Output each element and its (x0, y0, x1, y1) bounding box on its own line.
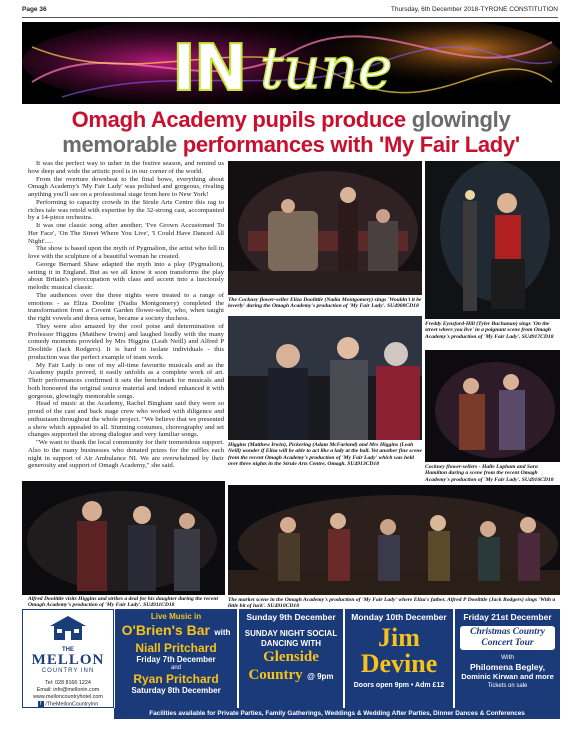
obriens-with: with (214, 628, 231, 637)
obriens-and: and (170, 665, 181, 671)
headline-part: glowingly (411, 107, 511, 132)
article-paragraph: The audiences over the three nights were treated to a range of emotions - as Eliza Doolitte (Nadia Montgomery) completed the transformation from a Covent Garden flower-seller, who, when taught the right vowels and dress sense, became a society duchess. (28, 291, 224, 322)
obriens-date2: Saturday 8th December (131, 686, 221, 695)
sunday-line1: SUNDAY NIGHT SOCIAL (244, 629, 338, 638)
photo-market-scene (228, 485, 560, 595)
sunday-date: Sunday 9th December (246, 612, 336, 622)
obriens-date1: Friday 7th December (136, 655, 216, 664)
friday-date: Friday 21st December (463, 612, 552, 622)
headline (22, 107, 560, 157)
article-paragraph: "We want to thank the local community for their tremendous support. Also to the many businesses who donated prizes for the raffles each night in support of Air Ambulance NI. We are overwhelmed by their generosity and support of Omagh Academy," she said. (28, 439, 224, 470)
monday-act2: Devine (360, 649, 438, 678)
mellon-logo-panel (22, 609, 114, 708)
caption-doolittle: Alfred Doolittle visits Higgins and strikes a deal for his daughter during the recent Omagh Academy's production of 'My Fair Lady'. SU4911CD18 (28, 596, 219, 609)
photo-higgins (228, 316, 422, 440)
monday-date: Monday 10th December (351, 612, 447, 622)
photo-flower-seller (228, 161, 422, 295)
monday-act1: Jim (378, 623, 420, 652)
mellon-email[interactable]: Email: info@mellonin.com (36, 687, 100, 693)
article-paragraph: They were also amazed by the cool poise and determination of Professor Higgins (Matthew Irwin) and laughed loudly with the many comedy moments provided by Mrs Higgins (Leah Neill) and Alfred P Doolittle (Jack Rodgers). It is hard to isolate individuals - this production was the perfect example of team work. (28, 322, 224, 361)
sunday-panel (239, 609, 343, 708)
caption-flower-seller: The Cockney flower-seller Eliza Doolittle (Nadia Montgomery) sings 'Wouldn't it be loverly' during the Omagh Academy's production of 'My Fair Lady'. SU4908CD18 (228, 297, 422, 310)
sunday-time: @ 9pm (307, 672, 334, 681)
friday-title2: Concert Tour (481, 638, 534, 648)
article-body (28, 160, 224, 470)
mellon-facebook[interactable] (23, 701, 113, 708)
article-paragraph: George Bernard Shaw adapted the myth into a play (Pygmalion), setting it in England. But as we all know it soon transforms the play about Britain's preoccupation with class and accent into a lusciously melodic musical classic. (28, 260, 224, 291)
ad-footer: Facilities available for Private Parties, Family Gatherings, Weddings & Wedding After Parties, Dinner Dances & Conferences (114, 708, 560, 719)
friday-panel (455, 609, 560, 708)
friday-artist2: Dominic Kirwan and more (461, 672, 554, 681)
mellon-the: THE (62, 647, 74, 653)
intune-masthead (22, 22, 560, 104)
mellon-advert (22, 609, 560, 719)
sunday-act1: Glenside (263, 649, 319, 665)
photo-freddy (425, 161, 560, 319)
obriens-venue: O'Brien's Bar (121, 622, 210, 638)
article-paragraph: Performing to capacity crowds in the Strule Arts Centre this rag to riches tale was retold with expertise by the 32-strong cast, accompanied by a 14-piece orchestra. (28, 198, 224, 222)
caption-freddy: Freddy Eynsford-Hill (Tyler Buchanan) sings 'On the street where you live' in a poignant scene from Omagh Academy's production of 'My Fair Lady'. SU4917CD18 (425, 321, 554, 340)
headline-part: memorable (62, 132, 177, 157)
photo-cockney-sellers (425, 350, 560, 462)
svg-text:IN: IN (172, 32, 246, 104)
dateline: Thursday, 6th December 2018-TYRONE CONSTITUTION (390, 6, 558, 13)
article-paragraph: It was the perfect way to usher in the festive season, and remind us how deep and wide the artistic pool is in our corner of the world. (28, 160, 224, 175)
obriens-live: Live Music in (150, 612, 202, 621)
friday-artist1: Philomena Begley, (470, 662, 545, 672)
mellon-tel: Tel: 028 8166 1224 (45, 680, 91, 686)
friday-tickets: Tickets on sale (487, 683, 528, 689)
mellon-name: MELLON (31, 652, 105, 668)
article-paragraph: It was one classic song after another; 'I've Grown Accustomed To Her Face', 'On The Street Where You Live', 'I Could Have Danced All Night'..... (28, 222, 224, 245)
photo-doolittle (22, 481, 225, 595)
headline-part: performances with 'My Fair Lady' (182, 132, 520, 157)
svg-text:tune: tune (260, 34, 393, 102)
mellon-facebook-text: /TheMellonCountryInn (45, 701, 99, 708)
caption-cockney-sellers: Cockney flower-sellers - Halle Lapham and Sara Hamilton during a scene from the recent Omagh Academy's production of 'My Fair Lady'. SU4916CD18 (425, 464, 554, 483)
article-paragraph: Head of music at the Academy, Rachel Bingham said they were so proud of the cast and back stage crew who worked with diligence and enthusiasm throughout the whole project. "We believe that we presented a show which appealed to all. Stunning costumes, choreography and set changes supported the strong dialogue and very familiar songs. (28, 400, 224, 439)
mellon-web[interactable]: www.melloncountryhotel.com (33, 694, 103, 700)
friday-with: With (501, 654, 514, 661)
page-number: Page 36 (22, 6, 47, 13)
obriens-act1: Niall Pritchard (135, 641, 217, 655)
caption-higgins: Higgins (Matthew Irwin), Pickering (Adam McFarland) and Mrs Higgins (Leah Neill) wonder if Eliza will be able to act like a lady at the ball. Yet another fine scene from the recent Omagh Academy's production of 'My Fair Lady' which was held over three nights in the Strule Arts Centre, Omagh. SU4913CD18 (228, 442, 422, 468)
article-paragraph: From the overture downbeat to the final bows, everything about Omagh Academy's 'My Fair Lady' was polished and gorgeous, rivaling anything you'll see on a professional stage from here to New York! (28, 175, 224, 198)
caption-market-scene: The market scene in the Omagh Academy's production of 'My Fair Lady' where Eliza's father, Alfred P Doolittle (Jack Rodgers) sings 'With a little bit of luck'. SU4910CD18 (228, 597, 556, 610)
obriens-act2: Ryan Pritchard (133, 672, 219, 686)
obriens-panel (115, 609, 237, 708)
headline-part: Omagh Academy pupils produce (71, 107, 406, 132)
inn-building-icon (48, 614, 88, 642)
article-paragraph: The show is based upon the myth of Pygmalion, the artist who fell in love with the sculpture of a beautiful woman he created. (28, 245, 224, 260)
friday-title1: Christmas Country (470, 627, 545, 637)
page-header (22, 6, 558, 18)
masthead-art-icon (22, 22, 560, 104)
monday-panel (345, 609, 453, 708)
article-paragraph: My Fair Lady is one of my all-time favourite musicals and as the Academy pupils proved, it easily unfolds as a complete work of art. Their performances confirmed it sets the benchmark for musicals and both honoured the original source material and indeed enhanced it with gorgeous, glowingly memorable songs. (28, 361, 224, 400)
sunday-line2: DANCING WITH (261, 639, 321, 648)
facebook-icon: f (38, 701, 44, 707)
mellon-sub: COUNTRY INN (41, 668, 95, 674)
monday-info: Doors open 9pm • Adm £12 (353, 682, 445, 689)
sunday-act2: Country (248, 667, 303, 683)
